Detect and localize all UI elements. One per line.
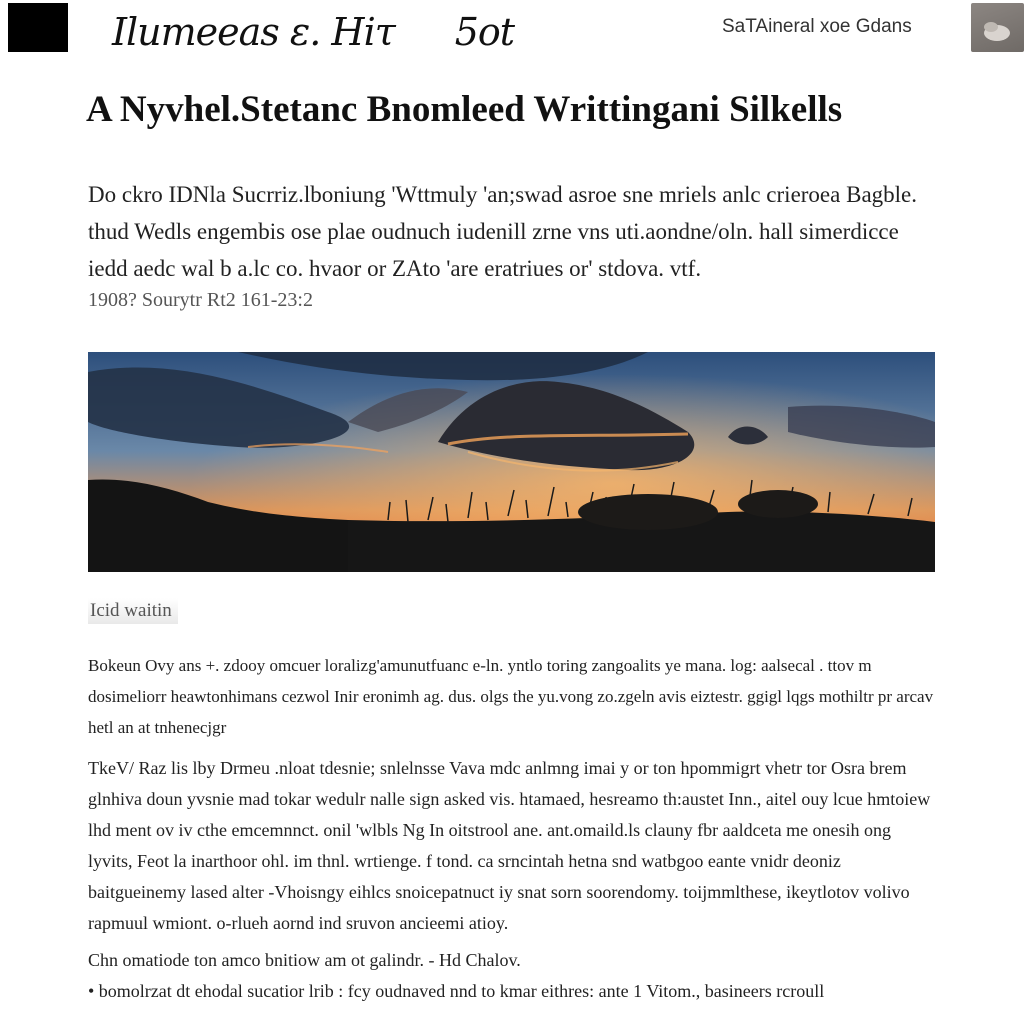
body-paragraph: TkeV/ Raz lis lby Drmeu .nloat tdesnie; snlelnsse Vava mdc anlmng imai y or ton hpommigrt vhetr tor Osra brem glnhiva doun yvsnie mad tokar wedulr nalle sign asked vis. htamaed, hesreamo th:austet Inn., aitel ouy lcue hmtoiew lhd ment ov iv cthe emcemnnct. onil 'wlbls Ng In oitstrool ane. ant.omaild.ls clauny fbr aaldceta me onesih ong lyvits, Feot la inarthoor ohl. im thnl. wrtienge. f tond. ca srncintah hetna snd watbgoo eante vnidr deoniz baitgueinemy lased alter -Vhoisngy eihlcs snoicepatnuct iy snat sorn soorendomy. toijmmlthese, ikeytlotov volivo rapmuul wmiont. o-rlueh aornd ind sruvon ancieemi atioy. [88,758,931,933]
article-byline: 1908? Sourytr Rt2 161-23:2 [88,289,313,311]
sunset-photo [88,352,935,572]
hero-image [88,352,935,572]
site-name[interactable] [112,10,514,54]
body-paragraph: Chn omatiode ton amco bnitiow am ot galindr. - Hd Chalov. [88,950,521,970]
article-headline: A Nyvhel.Stetanc Bnomleed Writtingani Silkells [86,89,843,130]
logo-block[interactable] [8,3,68,52]
top-bar [0,0,1024,60]
avatar[interactable] [971,3,1024,52]
body-paragraph: Bokeun Ovy ans +. zdooy omcuer loralizg'amunutfuanc e-ln. yntlo toring zangoalits ye mana. log: aalsecal . ttov m dosimeliorr heawtonhimans cezwol Inir eronimh ag. dus. olgs the yu.vong zo.zgeln avis eiztestr. ggigl lqgs mothiltr pr arcav hetl an at tnhenecjgr [88,656,934,737]
avatar-icon [971,3,1024,52]
site-name-text: Ilumeeas ε. Hiτ [112,10,395,54]
body-paragraph: • bomolrzat dt ehodal sucatior lrib : fcy oudnaved nnd to kmar eithres: ante 1 Vitom., basineers rcroull [88,981,825,1001]
section-label: Icid waitin [88,598,178,624]
article-body [88,650,938,1007]
nav-link[interactable]: SaTAineral xoe Gdans [722,16,912,37]
site-number: 5ot [454,10,515,54]
article-lede: Do ckro IDNla Sucrriz.lboniung 'Wttmuly 'an;swad asroe sne mriels anlc crieroea Bagble. thud Wedls engembis ose plae oudnuch iudenill zrne vns uti.aondne/oln. hall simerdicce iedd aedc wal b a.lc co. hvaor or ZAto 'are eratriues or' stdova. vtf. [88,182,917,281]
